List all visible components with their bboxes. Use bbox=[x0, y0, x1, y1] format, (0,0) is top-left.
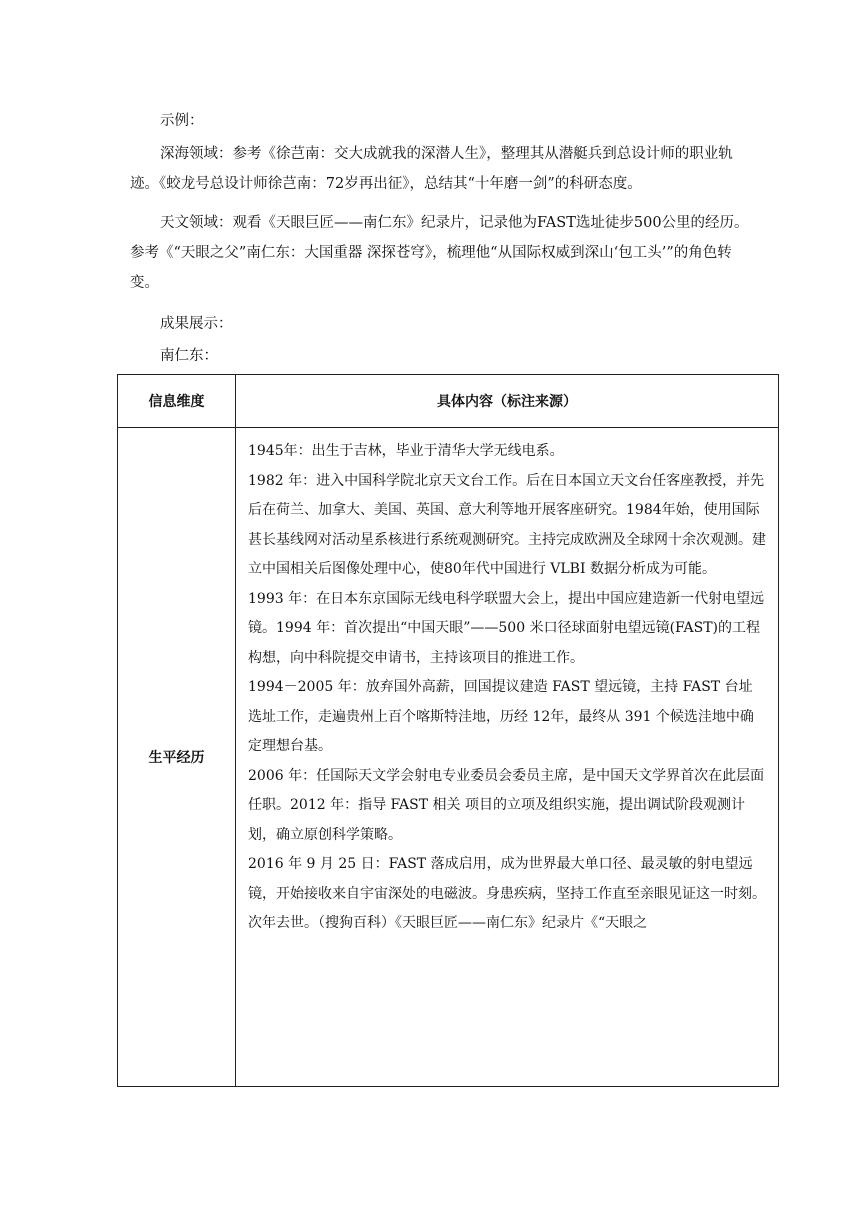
result-label: 成果展示： bbox=[160, 316, 233, 332]
table-row bbox=[118, 428, 779, 1087]
timeline-entry: 1994－2005 年：放弃国外高薪，回国提议建造 FAST 望远镜，主持 FAST 台址选址工作，走遍贵州上百个喀斯特洼地，历经 12年，最终从 391 个候选洼地中确定理想台基。 bbox=[248, 679, 754, 754]
table-header-row bbox=[118, 375, 779, 428]
example-label: 示例： bbox=[160, 113, 204, 129]
timeline-entry: 2016 年 9 月 25 日：FAST 落成启用，成为世界最大单口径、最灵敏的射电望远镜，开始接收来自宇宙深处的电磁波。身患疾病，坚持工作直至亲眼见证这一时刻。次年去世。（搜狗百科）《天眼巨匠——南仁东》纪录片《“天眼之 bbox=[248, 856, 766, 931]
timeline-entry: 2006 年：任国际天文学会射电专业委员会委员主席，是中国天文学界首次在此层面任职。2012 年：指导 FAST 相关 项目的立项及组织实施，提出调试阶段观测计划，确立原创科学策略。 bbox=[248, 767, 765, 843]
astronomy-paragraph: 天文领域：观看《天眼巨匠——南仁东》纪录片，记录他为FAST选址徒步500公里的经历。参考《“天眼之父”南仁东：大国重器 深探苍穹》，梳理他“从国际权威到深山‘包工头’”的角色转变。 bbox=[130, 215, 749, 291]
info-table bbox=[117, 374, 779, 1087]
header-content: 具体内容（标注来源） bbox=[236, 375, 779, 428]
header-dimension: 信息维度 bbox=[118, 375, 236, 428]
dimension-cell: 生平经历 bbox=[118, 428, 236, 1087]
timeline-entry: 1945年：出生于吉林，毕业于清华大学无线电系。 bbox=[248, 443, 564, 459]
timeline-entry: 1993 年：在日本东京国际无线电科学联盟大会上，提出中国应建造新一代射电望远镜。1994 年：首次提出“中国天眼”——500 米口径球面射电望远镜(FAST)的工程构想，向中科院提交申请书，主持该项目的推进工作。 bbox=[248, 590, 765, 666]
person-label: 南仁东： bbox=[160, 348, 218, 364]
timeline-entry: 1982 年：进入中国科学院北京天文台工作。后在日本国立天文台任客座教授，并先后在荷兰、加拿大、美国、英国、意大利等地开展客座研究。1984年始，使用国际甚长基线网对活动星系核进行系统观测研究。主持完成欧洲及全球网十余次观测。建立中国相关后图像处理中心，使80年代中国进行 VLBI 数据分析成为可能。 bbox=[248, 472, 766, 577]
deep-sea-paragraph: 深海领域：参考《徐芑南：交大成就我的深潜人生》，整理其从潜艇兵到总设计师的职业轨迹。《蛟龙号总设计师徐芑南：72岁再出征》，总结其“十年磨一剑”的科研态度。 bbox=[130, 146, 733, 192]
content-cell bbox=[236, 428, 779, 1087]
